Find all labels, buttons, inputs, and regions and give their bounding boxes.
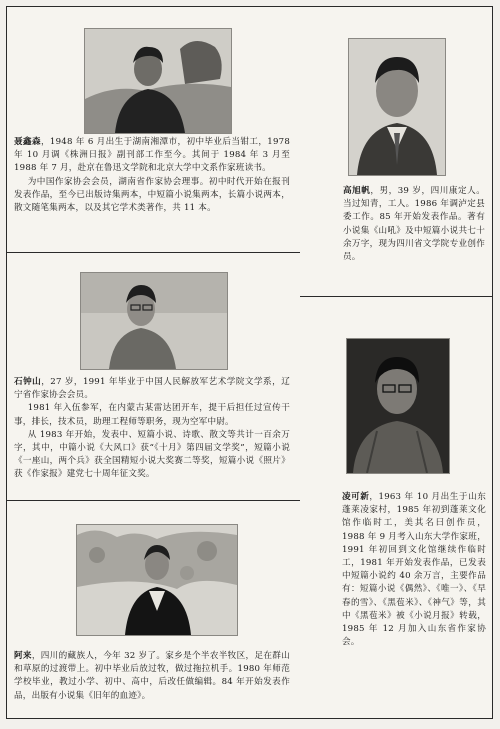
bio-paragraph: ，27 岁，1991 年毕业于中国人民解放军艺术学院文学系，辽宁省作家协会会员。 xyxy=(14,377,290,401)
person-name: 阿来 xyxy=(14,651,32,661)
portrait-image xyxy=(347,339,449,473)
divider xyxy=(6,252,300,253)
bio-paragraph: ，1948 年 6 月出生于湖南湘潭市，初中毕业后当钳工，1978 年 10 月调《株洲日报》副刊部工作至今。其间于 1984 年 3 月至 1988 年 7 月，赴京在鲁迅文学院和北京大学中文系作家班读书。 xyxy=(14,137,290,174)
bio-text xyxy=(14,376,290,482)
portrait-photo xyxy=(80,272,228,370)
bio-text xyxy=(14,650,290,703)
bio-paragraph: 从 1983 年开始，发表中、短篇小说、诗歌、散文等共计一百余万字，其中，中篇小说《大风口》获“《十月》第四届文学奖”，短篇小说《一座山，两个兵》获全国精短小说大奖赛二等奖，短篇小说《照片》获《作家报》建党七十周年征文奖。 xyxy=(14,429,290,480)
bio-paragraph: ，男，39 岁，四川康定人。当过知青，工人。1986 年调泸定县委工作。85 年开始发表作品。著有小说集《山吼》及中短篇小说共七十余万字，现为四川省文学院专业创作员。 xyxy=(343,186,485,263)
bio-text xyxy=(343,185,485,264)
person-name: 高旭帆 xyxy=(343,186,371,196)
bio-paragraph: 1981 年入伍参军，在内蒙古某雷达团开车，提干后担任过宣传干事，排长，技术员，助理工程师等职务，现为空军中尉。 xyxy=(14,403,290,427)
bio-paragraph: ，1963 年 10 月出生于山东蓬莱凌家村，1985 年初到蓬莱文化馆作临时工，美其名曰创作员，1988 年 9 月考入山东大学作家班，1991 年初回到文化馆继续作临时工，1981 年开始发表作品，已发表中短篇小说约 40 余万言，主要作品有：短篇小说《偶然》、《唯一》、《早春的雪》、《黑苞米》、《神气》等，其中《黑苞米》被《小说月报》转载，1985 年 12 月加入山东省作家协会。 xyxy=(342,492,486,648)
portrait-photo xyxy=(84,28,232,134)
bio-text xyxy=(342,491,486,649)
bio-text xyxy=(14,136,290,215)
portrait-image xyxy=(85,29,231,133)
divider xyxy=(300,296,492,297)
portrait-photo xyxy=(76,524,238,636)
portrait-image xyxy=(349,39,445,175)
portrait-image xyxy=(77,525,237,635)
divider xyxy=(6,500,300,501)
portrait-photo xyxy=(348,38,446,176)
person-name: 石钟山 xyxy=(14,377,42,387)
bio-paragraph: 为中国作家协会会员，湖南省作家协会理事。初中时代开始在报刊发表作品，至今已出版诗集两本，中短篇小说集两本，长篇小说两本，散文随笔集两本，以及其它学术类著作，共 11 本。 xyxy=(14,176,290,214)
portrait-photo xyxy=(346,338,450,474)
person-name: 聂鑫森 xyxy=(14,137,41,147)
bio-paragraph: ，四川的藏族人，今年 32 岁了。家乡是个半农半牧区，足在群山和草原的过渡带上。初中毕业后放过牧，做过拖拉机手。1980 年师范学校毕业，教过小学、初中、高中，后改任做编辑。84 年开始发表作品，出版有小说集《旧年的血迹》。 xyxy=(14,651,290,701)
person-name: 凌可新 xyxy=(342,492,370,502)
portrait-image xyxy=(81,273,227,369)
